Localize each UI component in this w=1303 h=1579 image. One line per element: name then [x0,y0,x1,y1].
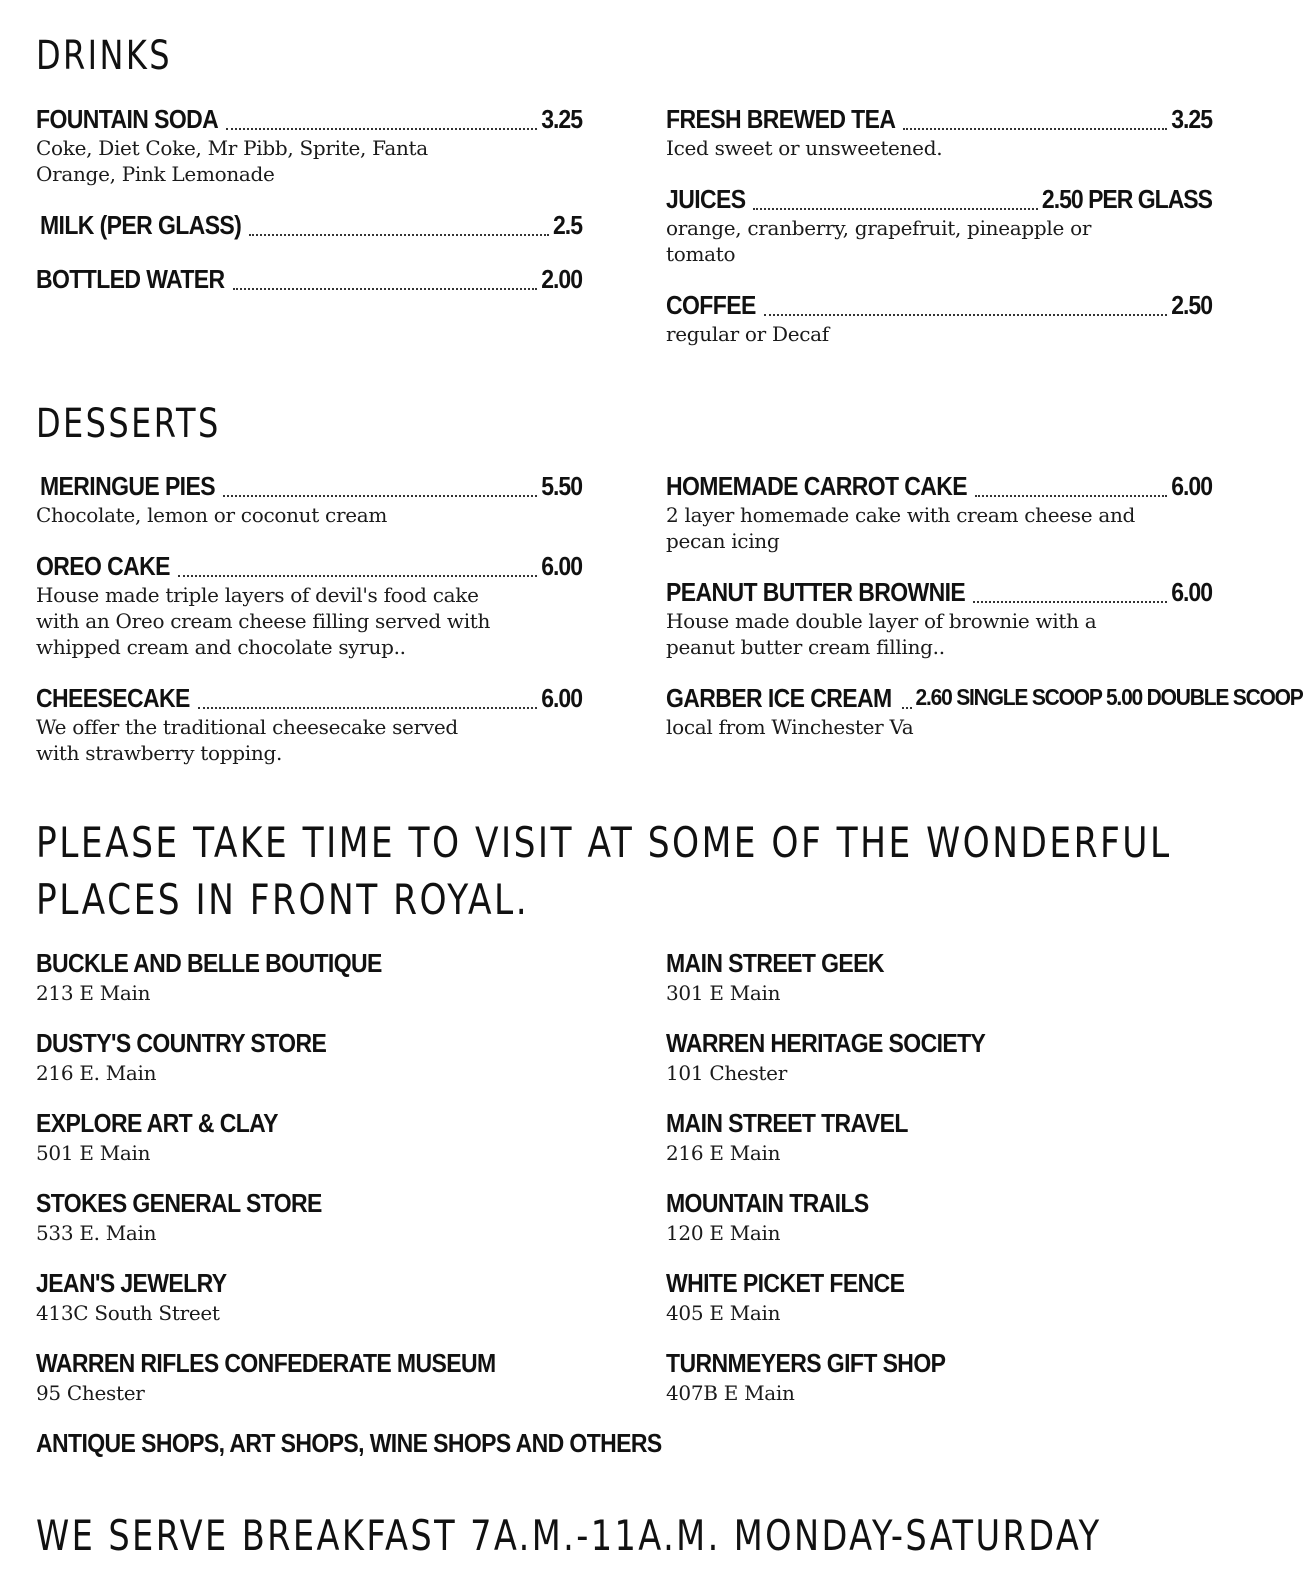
place-name: WHITE PICKET FENCE [666,1268,905,1298]
item-name: HOMEMADE CARROT CAKE [666,471,968,501]
place-name: JEAN'S JEWELRY [36,1268,227,1298]
place-name: EXPLORE ART & CLAY [36,1108,278,1138]
item-description: regular or Decaf [666,322,829,346]
place-name: MAIN STREET TRAVEL [666,1108,908,1138]
item-name: JUICES [666,184,746,214]
place-item [36,1110,596,1166]
item-description: We offer the traditional cheesecake served with strawberry topping. [36,715,458,765]
item-price: 6.00 [541,683,582,713]
item-price: 6.00 [1171,577,1212,607]
dot-leader [903,127,1167,130]
menu-item [36,266,582,296]
item-price: 2.00 [541,264,582,294]
dot-leader [226,127,537,130]
dot-leader [973,600,1167,603]
item-price: 3.25 [1171,104,1212,134]
place-address: 216 E. Main [36,1061,157,1085]
dot-leader [223,494,537,497]
place-address: 413C South Street [36,1301,220,1325]
place-item [666,1110,1226,1166]
item-price: 6.00 [1171,471,1212,501]
place-item [36,1270,596,1326]
item-price: 2.5 [553,210,582,240]
place-address: 301 E Main [666,981,781,1005]
item-description: House made triple layers of devil's food cake with an Oreo cream cheese filling served with whipped cream and chocolate syrup.. [36,583,491,659]
dot-leader [233,287,538,290]
menu-item [36,473,582,528]
item-price: 2.60 SINGLE SCOOP 5.00 DOUBLE SCOOP [915,684,1303,711]
menu-item [36,212,582,242]
place-item [36,1350,596,1406]
item-name: MILK (PER GLASS) [40,210,242,240]
place-name: WARREN HERITAGE SOCIETY [666,1028,986,1058]
item-price: 6.00 [541,551,582,581]
place-name: WARREN RIFLES CONFEDERATE MUSEUM [36,1348,496,1378]
place-name: STOKES GENERAL STORE [36,1188,322,1218]
place-item [36,1030,596,1086]
place-name: TURNMEYERS GIFT SHOP [666,1348,946,1378]
menu-item [36,685,582,766]
item-description: Coke, Diet Coke, Mr Pibb, Sprite, Fanta Orange, Pink Lemonade [36,136,428,186]
item-description: orange, cranberry, grapefruit, pineapple or tomato [666,216,1092,266]
place-address: 407B E Main [666,1381,795,1405]
dot-leader [764,313,1168,316]
place-name: ANTIQUE SHOPS, ART SHOPS, WINE SHOPS AND OTHERS [36,1428,662,1458]
place-address: 120 E Main [666,1221,781,1245]
place-name: MOUNTAIN TRAILS [666,1188,869,1218]
place-item [666,1270,1226,1326]
place-address: 216 E Main [666,1141,781,1165]
place-name: MAIN STREET GEEK [666,948,884,978]
menu-item [36,553,582,660]
item-name: PEANUT BUTTER BROWNIE [666,577,966,607]
place-item [36,1190,596,1246]
item-name: OREO CAKE [36,551,170,581]
item-price: 2.50 PER GLASS [1041,184,1212,214]
dot-leader [975,494,1167,497]
item-price: 3.25 [541,104,582,134]
item-description: Iced sweet or unsweetened. [666,136,943,160]
item-name: CHEESECAKE [36,683,190,713]
item-name: MERINGUE PIES [40,471,215,501]
place-address: 101 Chester [666,1061,787,1085]
place-address: 533 E. Main [36,1221,157,1245]
desserts-heading: DESSERTS [36,401,221,447]
drinks-heading: DRINKS [36,33,172,79]
place-item [36,1430,676,1460]
place-address: 213 E Main [36,981,151,1005]
place-item [36,950,596,1006]
item-description: Chocolate, lemon or coconut cream [36,503,388,527]
place-address: 405 E Main [666,1301,781,1325]
dot-leader [249,233,549,236]
menu-item [666,106,1212,161]
place-name: BUCKLE AND BELLE BOUTIQUE [36,948,382,978]
breakfast-heading: WE SERVE BREAKFAST 7A.M.-11A.M. MONDAY-SATURDAY [36,1511,1102,1560]
place-address: 501 E Main [36,1141,151,1165]
place-name: DUSTY'S COUNTRY STORE [36,1028,327,1058]
menu-item [666,292,1212,347]
item-name: GARBER ICE CREAM [666,683,892,713]
item-name: FOUNTAIN SODA [36,104,219,134]
item-description: House made double layer of brownie with a peanut butter cream filling.. [666,609,1097,659]
menu-item [36,106,582,187]
visit-heading: PLEASE TAKE TIME TO VISIT AT SOME OF THE WONDERFUL PLACES IN FRONT ROYAL. [36,818,1172,924]
dot-leader [902,706,912,709]
dot-leader [178,574,537,577]
place-item [666,1190,1226,1246]
place-item [666,950,1226,1006]
item-price: 2.50 [1171,290,1212,320]
item-name: FRESH BREWED TEA [666,104,896,134]
menu-item [666,579,1212,660]
dot-leader [198,706,537,709]
dot-leader [753,207,1037,210]
place-item [666,1350,1226,1406]
item-name: BOTTLED WATER [36,264,225,294]
item-description: 2 layer homemade cake with cream cheese and pecan icing [666,503,1136,553]
place-item [666,1030,1226,1086]
menu-item [666,683,1303,740]
item-price: 5.50 [541,471,582,501]
item-description: local from Winchester Va [666,715,914,739]
place-address: 95 Chester [36,1381,145,1405]
menu-item [666,473,1212,554]
item-name: COFFEE [666,290,756,320]
menu-item [666,186,1212,267]
